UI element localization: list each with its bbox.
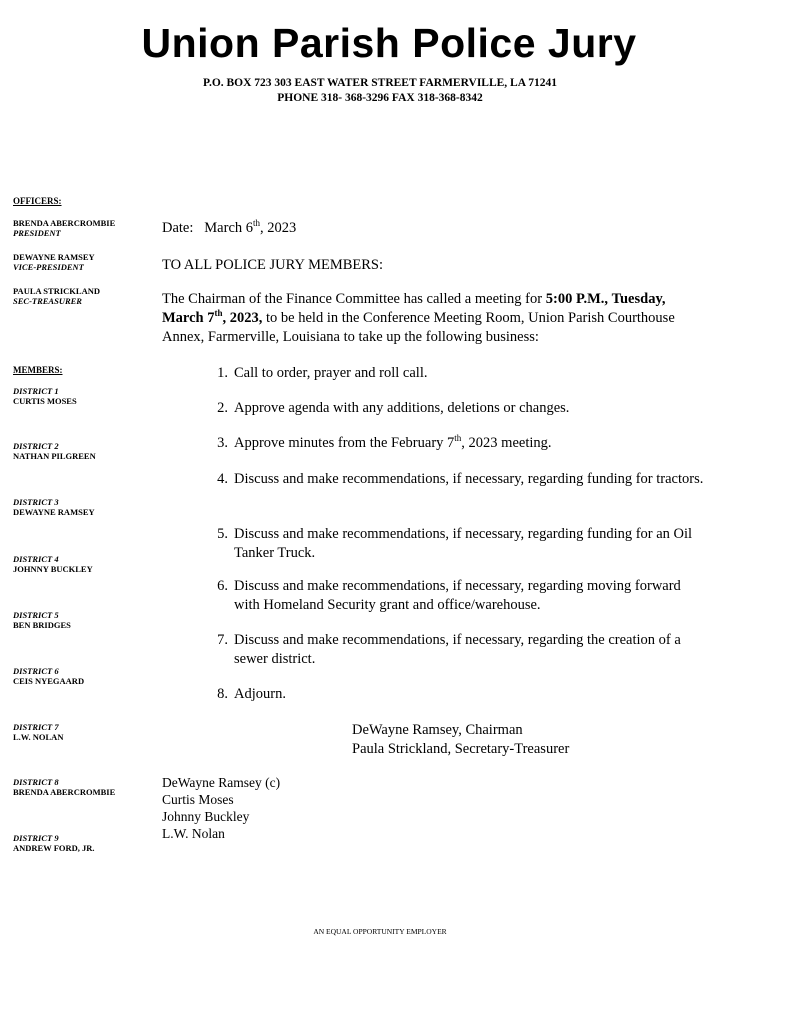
officers-heading: OFFICERS: — [13, 196, 62, 206]
intro-paragraph — [162, 290, 707, 347]
officer-name: BRENDA ABERCROMBIE — [13, 218, 116, 228]
member-district: DISTRICT 3 — [13, 497, 59, 507]
signature-chairman: DeWayne Ramsey, Chairman — [352, 722, 523, 738]
meeting-day-text: Tuesday, March 7 — [162, 291, 666, 326]
member-district: DISTRICT 2 — [13, 441, 59, 451]
committee-member: L.W. Nolan — [162, 826, 225, 841]
member-name: CURTIS MOSES — [13, 396, 77, 406]
member-entry — [13, 497, 148, 517]
agenda-item: Discuss and make recommendations, if necessary, regarding funding for tractors. — [234, 471, 704, 487]
member-entry — [13, 554, 148, 574]
member-entry — [13, 722, 148, 742]
officer-role: PRESIDENT — [13, 228, 61, 238]
member-district: DISTRICT 6 — [13, 666, 59, 676]
footer-note: AN EQUAL OPPORTUNITY EMPLOYER — [313, 927, 447, 936]
members-heading: MEMBERS: — [13, 365, 63, 375]
member-district: DISTRICT 9 — [13, 833, 59, 843]
agenda-number: 7. — [217, 632, 228, 648]
intro-text-2: to be held in the Conference Meeting Room, Union Parish Courthouse Annex, Farmerville, Louisiana to take up the following business: — [162, 310, 675, 345]
agenda-number: 3. — [217, 435, 228, 451]
officer-role: VICE-PRESIDENT — [13, 262, 84, 272]
member-name: CEIS NYEGAARD — [13, 676, 85, 686]
letterhead-title: Union Parish Police Jury — [141, 20, 637, 66]
letterhead-phone: PHONE 318- 368-3296 FAX 318-368-8342 — [277, 92, 483, 104]
member-name: ANDREW FORD, JR. — [13, 843, 95, 853]
letter-date — [162, 219, 722, 238]
member-entry — [13, 833, 148, 853]
member-district: DISTRICT 5 — [13, 610, 59, 620]
agenda-item: Discuss and make recommendations, if necessary, regarding the creation of a sewer district. — [234, 632, 681, 667]
agenda-number: 5. — [217, 526, 228, 542]
member-name: L.W. NOLAN — [13, 732, 64, 742]
officer-name: PAULA STRICKLAND — [13, 286, 100, 296]
member-entry — [13, 666, 148, 686]
meeting-day-year: , 2023, — [222, 310, 263, 326]
date-label: Date: — [162, 220, 194, 236]
letterhead-address: P.O. BOX 723 303 EAST WATER STREET FARMERVILLE, LA 71241 — [202, 77, 558, 89]
agenda-number: 6. — [217, 578, 228, 594]
agenda-item: Adjourn. — [234, 686, 286, 702]
officer-entry — [13, 218, 148, 238]
signature-secretary: Paula Strickland, Secretary-Treasurer — [352, 741, 570, 757]
date-month: March 6 — [204, 220, 253, 236]
officer-role: SEC-TREASURER — [13, 296, 82, 306]
member-district: DISTRICT 4 — [13, 554, 59, 564]
member-name: NATHAN PILGREEN — [13, 451, 96, 461]
member-name: JOHNNY BUCKLEY — [13, 564, 93, 574]
meeting-time: 5:00 P.M., — [545, 291, 609, 307]
agenda-number: 4. — [217, 471, 228, 487]
agenda-number: 8. — [217, 686, 228, 702]
member-district: DISTRICT 7 — [13, 722, 59, 732]
agenda-item-suffix: th — [454, 433, 462, 444]
intro-text-1: The Chairman of the Finance Committee has called a meeting for — [162, 291, 546, 307]
member-name: DEWAYNE RAMSEY — [13, 507, 95, 517]
member-entry — [13, 441, 148, 461]
agenda-number: 1. — [217, 365, 228, 381]
member-entry — [13, 777, 148, 797]
member-name: BRENDA ABERCROMBIE — [13, 787, 116, 797]
agenda-item-text-end: , 2023 meeting. — [461, 435, 552, 451]
member-entry — [13, 610, 148, 630]
agenda-item: Approve agenda with any additions, deletions or changes. — [234, 400, 570, 416]
committee-member: Curtis Moses — [162, 792, 234, 807]
committee-member: Johnny Buckley — [162, 809, 250, 824]
meeting-day-suffix: th — [214, 308, 223, 319]
officer-entry — [13, 286, 148, 306]
member-district: DISTRICT 8 — [13, 777, 59, 787]
agenda-item — [234, 434, 714, 453]
agenda-item: Discuss and make recommendations, if necessary, regarding funding for an Oil Tanker Truck. — [234, 526, 693, 561]
date-suffix: th — [253, 218, 261, 229]
member-name: BEN BRIDGES — [13, 620, 71, 630]
agenda-item-text: Approve minutes from the February 7 — [234, 435, 455, 451]
salutation: TO ALL POLICE JURY MEMBERS: — [162, 257, 384, 273]
agenda-item: Call to order, prayer and roll call. — [234, 365, 428, 381]
agenda-number: 2. — [217, 400, 228, 416]
officer-name: DEWAYNE RAMSEY — [13, 252, 95, 262]
member-entry — [13, 386, 148, 406]
officer-entry — [13, 252, 148, 272]
member-district: DISTRICT 1 — [13, 386, 59, 396]
agenda-item: Discuss and make recommendations, if necessary, regarding moving forward with Homeland Security grant and office/warehouse. — [234, 578, 681, 613]
committee-member: DeWayne Ramsey (c) — [162, 775, 281, 790]
date-year: , 2023 — [260, 220, 297, 236]
